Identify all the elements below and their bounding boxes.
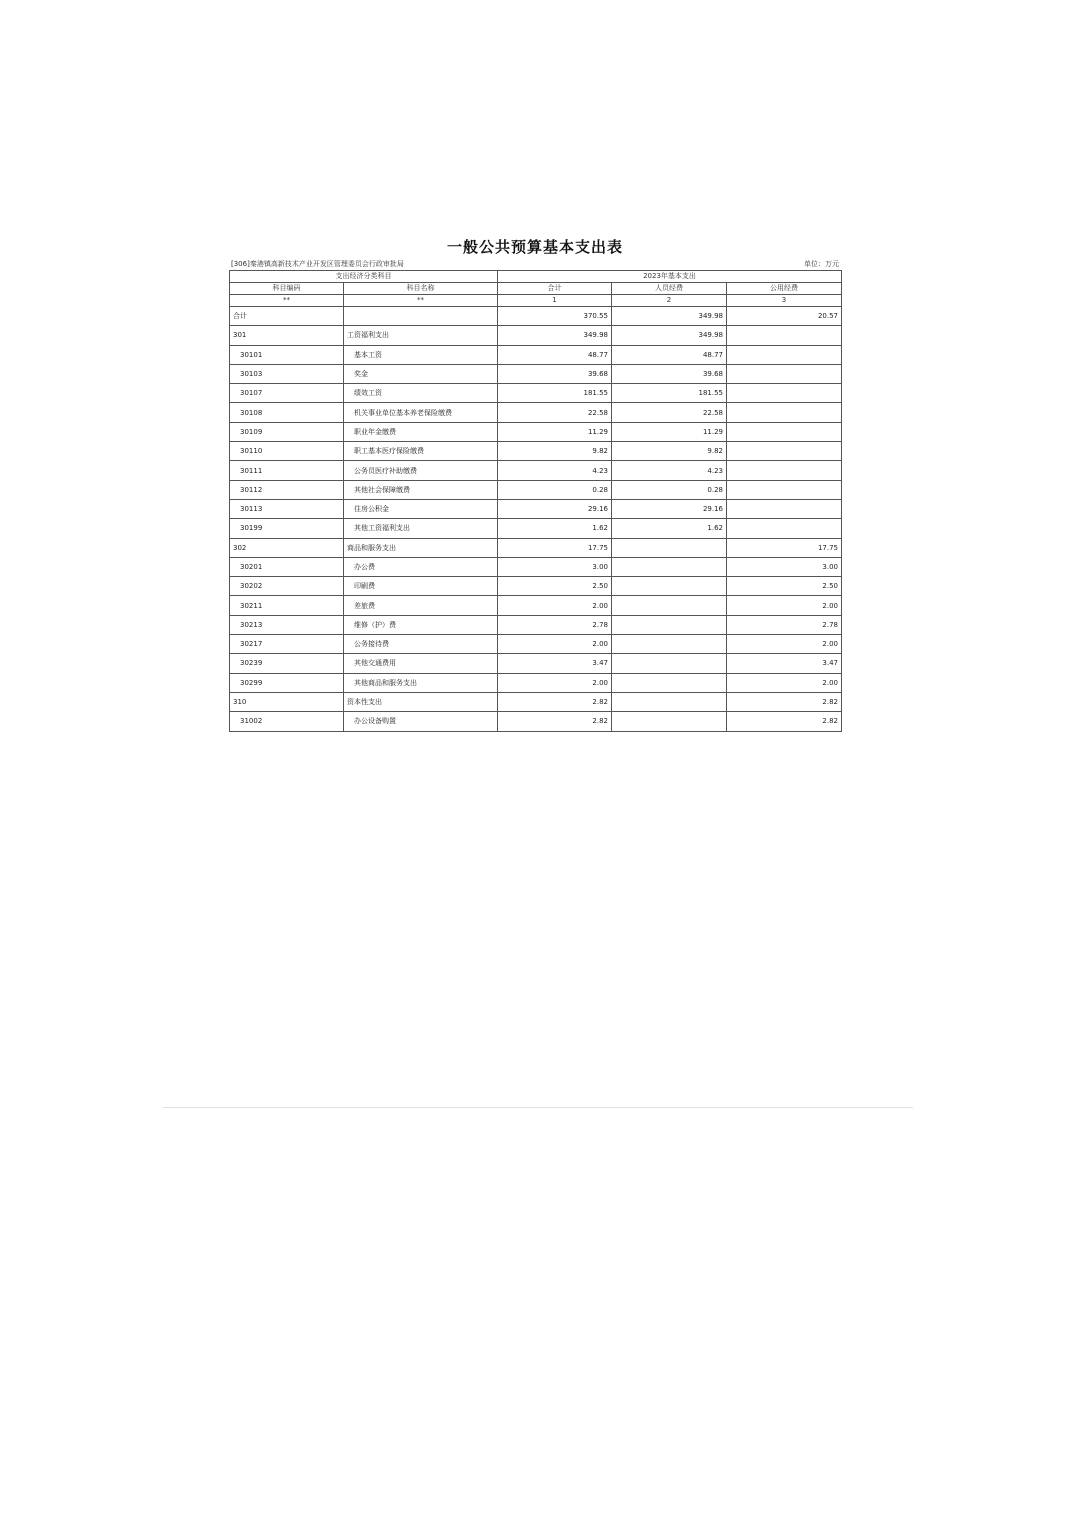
cell-personnel [612, 557, 727, 576]
cell-total: 11.29 [498, 422, 612, 441]
cell-total: 2.78 [498, 615, 612, 634]
cell-name: 差旅费 [344, 596, 498, 615]
cell-personnel [612, 615, 727, 634]
document-title: 一般公共预算基本支出表 [446, 238, 623, 256]
cell-public [727, 364, 842, 383]
cell-personnel [612, 596, 727, 615]
cell-personnel [612, 538, 727, 557]
cell-total: 2.00 [498, 673, 612, 692]
cell-public: 2.00 [727, 596, 842, 615]
cell-public [727, 480, 842, 499]
cell-total: 2.00 [498, 596, 612, 615]
cell-personnel: 39.68 [612, 364, 727, 383]
table-row [230, 615, 842, 634]
cell-code: 30111 [230, 461, 344, 480]
cell-public: 3.47 [727, 654, 842, 673]
cell-name: 职业年金缴费 [344, 422, 498, 441]
cell-name [344, 307, 498, 326]
cell-public: 2.82 [727, 712, 842, 731]
unit-label: 单位：万元 [804, 260, 839, 268]
cell-public [727, 345, 842, 364]
cell-personnel: 181.55 [612, 384, 727, 403]
cell-public: 2.00 [727, 673, 842, 692]
index-public: 3 [727, 295, 842, 307]
table-row [230, 384, 842, 403]
cell-code: 30107 [230, 384, 344, 403]
cell-name: 公务员医疗补助缴费 [344, 461, 498, 480]
cell-name: 基本工资 [344, 345, 498, 364]
cell-public: 3.00 [727, 557, 842, 576]
cell-total: 29.16 [498, 499, 612, 518]
cell-total: 2.82 [498, 692, 612, 711]
cell-total: 3.00 [498, 557, 612, 576]
cell-name: 其他社会保障缴费 [344, 480, 498, 499]
cell-code: 30213 [230, 615, 344, 634]
table-row [230, 499, 842, 518]
index-total: 1 [498, 295, 612, 307]
cell-code: 310 [230, 692, 344, 711]
cell-public [727, 519, 842, 538]
cell-personnel [612, 654, 727, 673]
cell-total: 349.98 [498, 326, 612, 345]
table-row [230, 442, 842, 461]
cell-public: 17.75 [727, 538, 842, 557]
cell-public: 20.57 [727, 307, 842, 326]
cell-personnel: 11.29 [612, 422, 727, 441]
header-total: 合计 [498, 283, 612, 295]
cell-personnel: 1.62 [612, 519, 727, 538]
cell-name: 办公费 [344, 557, 498, 576]
organization-label: [306]秦港镇高新技术产业开发区管理委员会行政审批局 [231, 260, 404, 268]
cell-total: 181.55 [498, 384, 612, 403]
cell-code: 30211 [230, 596, 344, 615]
cell-name: 维修（护）费 [344, 615, 498, 634]
cell-code: 30202 [230, 577, 344, 596]
cell-code: 30112 [230, 480, 344, 499]
index-name: ** [344, 295, 498, 307]
cell-name: 职工基本医疗保险缴费 [344, 442, 498, 461]
cell-personnel: 0.28 [612, 480, 727, 499]
table-row [230, 577, 842, 596]
document-meta [229, 258, 841, 270]
table-row [230, 712, 842, 731]
cell-name: 其他工资福利支出 [344, 519, 498, 538]
cell-code: 30199 [230, 519, 344, 538]
cell-code: 302 [230, 538, 344, 557]
cell-total: 4.23 [498, 461, 612, 480]
cell-total: 2.50 [498, 577, 612, 596]
table-body [230, 307, 842, 732]
table-row [230, 480, 842, 499]
page-divider [163, 1107, 913, 1108]
header-group-classification: 支出经济分类科目 [230, 271, 498, 283]
cell-code: 30109 [230, 422, 344, 441]
table-row [230, 596, 842, 615]
cell-name: 绩效工资 [344, 384, 498, 403]
cell-public [727, 499, 842, 518]
table-row [230, 654, 842, 673]
header-code: 科目编码 [230, 283, 344, 295]
cell-total: 3.47 [498, 654, 612, 673]
cell-personnel: 349.98 [612, 307, 727, 326]
expenditure-table [229, 270, 842, 732]
cell-personnel [612, 673, 727, 692]
cell-code: 30217 [230, 635, 344, 654]
cell-total: 22.58 [498, 403, 612, 422]
cell-total: 2.82 [498, 712, 612, 731]
cell-code: 合计 [230, 307, 344, 326]
table-row [230, 692, 842, 711]
table-row [230, 635, 842, 654]
cell-name: 奖金 [344, 364, 498, 383]
cell-code: 30101 [230, 345, 344, 364]
cell-public: 2.50 [727, 577, 842, 596]
cell-total: 39.68 [498, 364, 612, 383]
cell-public: 2.78 [727, 615, 842, 634]
cell-name: 资本性支出 [344, 692, 498, 711]
cell-code: 30110 [230, 442, 344, 461]
cell-name: 机关事业单位基本养老保险缴费 [344, 403, 498, 422]
budget-document [229, 236, 841, 732]
cell-code: 301 [230, 326, 344, 345]
cell-code: 30103 [230, 364, 344, 383]
table-row [230, 519, 842, 538]
cell-name: 公务接待费 [344, 635, 498, 654]
cell-public [727, 403, 842, 422]
cell-name: 办公设备购置 [344, 712, 498, 731]
index-code: ** [230, 295, 344, 307]
cell-public [727, 326, 842, 345]
cell-personnel: 29.16 [612, 499, 727, 518]
cell-total: 370.55 [498, 307, 612, 326]
cell-public: 2.82 [727, 692, 842, 711]
table-row [230, 403, 842, 422]
cell-total: 1.62 [498, 519, 612, 538]
cell-public [727, 422, 842, 441]
cell-name: 其他交通费用 [344, 654, 498, 673]
cell-code: 30201 [230, 557, 344, 576]
table-header [230, 271, 842, 307]
cell-code: 31002 [230, 712, 344, 731]
table-row [230, 538, 842, 557]
header-public: 公用经费 [727, 283, 842, 295]
cell-personnel [612, 712, 727, 731]
table-row [230, 673, 842, 692]
table-row [230, 345, 842, 364]
cell-name: 商品和服务支出 [344, 538, 498, 557]
cell-name: 工资福利支出 [344, 326, 498, 345]
cell-total: 9.82 [498, 442, 612, 461]
cell-public [727, 384, 842, 403]
table-row [230, 364, 842, 383]
cell-personnel [612, 692, 727, 711]
cell-code: 30239 [230, 654, 344, 673]
cell-code: 30299 [230, 673, 344, 692]
table-row [230, 557, 842, 576]
cell-personnel: 9.82 [612, 442, 727, 461]
cell-name: 印刷费 [344, 577, 498, 596]
cell-personnel [612, 635, 727, 654]
cell-personnel: 48.77 [612, 345, 727, 364]
header-group-year: 2023年基本支出 [498, 271, 842, 283]
cell-total: 48.77 [498, 345, 612, 364]
cell-public: 2.00 [727, 635, 842, 654]
cell-total: 0.28 [498, 480, 612, 499]
cell-total: 2.00 [498, 635, 612, 654]
table-row [230, 461, 842, 480]
table-row [230, 422, 842, 441]
cell-public [727, 442, 842, 461]
cell-code: 30113 [230, 499, 344, 518]
cell-personnel: 4.23 [612, 461, 727, 480]
cell-name: 其他商品和服务支出 [344, 673, 498, 692]
cell-personnel: 22.58 [612, 403, 727, 422]
header-name: 科目名称 [344, 283, 498, 295]
cell-code: 30108 [230, 403, 344, 422]
cell-personnel: 349.98 [612, 326, 727, 345]
index-personnel: 2 [612, 295, 727, 307]
header-personnel: 人员经费 [612, 283, 727, 295]
table-row [230, 307, 842, 326]
cell-public [727, 461, 842, 480]
cell-personnel [612, 577, 727, 596]
cell-name: 住房公积金 [344, 499, 498, 518]
cell-total: 17.75 [498, 538, 612, 557]
table-row [230, 326, 842, 345]
